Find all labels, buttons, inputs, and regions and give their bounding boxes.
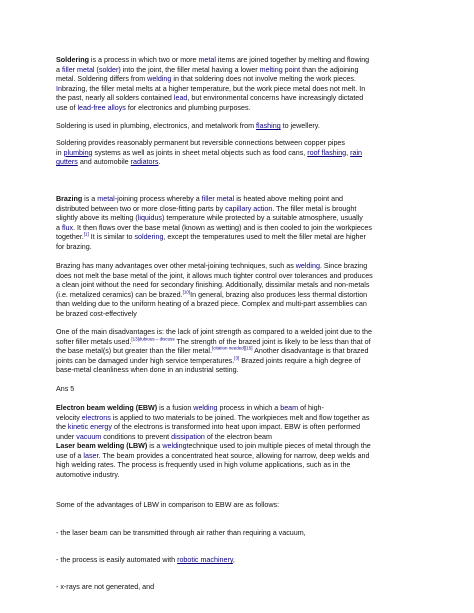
soldering-paragraph-1 [56, 56, 422, 114]
brazing-paragraph-3 [56, 328, 422, 376]
citation-marker[interactable]: [1] [83, 232, 89, 237]
link-welding[interactable]: welding [295, 262, 320, 270]
text-line: velocity electrons is applied to two materials to be joined. The workpieces melt and flow together as [56, 413, 370, 422]
advantage-item-2 [56, 556, 422, 566]
term-brazing: Brazing [56, 195, 83, 203]
link-electrons[interactable]: electrons [81, 413, 111, 422]
text-line: (i.e. metalized ceramics) can be brazed.[10]In general, brazing also produces less thermal distortion [56, 289, 368, 299]
term-lbw: Laser beam welding (LBW) [56, 442, 148, 450]
link-welding[interactable]: welding [193, 404, 218, 412]
soldering-paragraph-2 [56, 122, 422, 132]
soldering-paragraph-3 [56, 139, 422, 168]
link-beam[interactable]: beam [280, 404, 299, 412]
link-in[interactable]: In [56, 84, 62, 93]
text-line: Some of the advantages of LBW in comparison to EBW are as follows: [56, 501, 280, 509]
text-line: Laser beam welding (LBW) is a weldingtechnique used to join multiple pieces of metal through the [56, 442, 371, 450]
text-line: the kinetic energy of the electrons is transformed into heat upon impact. EBW is often performed [56, 423, 361, 432]
citation-marker[interactable]: [10] [182, 289, 191, 295]
advantage-item-1 [56, 529, 422, 539]
text-line: joints can be damaged under high service temperatures.[3] Brazed joints require a high degree of [56, 355, 361, 365]
text-line: One of the main disadvantages is: the lack of joint strength as compared to a welded joint due to the [56, 328, 372, 336]
link-flashing[interactable]: flashing [256, 122, 281, 130]
text-line: Inbrazing, the filler metal melts at a higher temperature, but the work piece metal does not melt. In [56, 84, 366, 93]
text-line: a flux. It then flows over the base metal (known as wetting) and is then cooled to join the workpieces [56, 223, 372, 232]
citation-marker[interactable]: [15] [245, 345, 253, 351]
text-line: slightly above its melting (liquidus) temperature while protected by a suitable atmosphere, usually [56, 214, 363, 223]
text-line: together.[1] It is similar to soldering, except the temperatures used to melt the filler metal are higher [56, 232, 366, 242]
text-line: in plumbing systems as well as joints in sheet metal objects such as food cans, roof flashing, rain [56, 148, 363, 157]
text-line: distributed between two or more close-fitting parts by capillary action. The filler metal is brought [56, 204, 357, 213]
text-line: - the process is easily automated with robotic machinery, [56, 556, 235, 564]
link-laser[interactable]: laser [83, 451, 99, 460]
link-metal[interactable]: metal [198, 56, 216, 64]
link-welding[interactable]: welding [162, 442, 187, 450]
answer-heading [56, 385, 422, 395]
text-line: - x-rays are not generated, and [56, 583, 155, 591]
link-rain[interactable]: rain [350, 148, 363, 157]
text-line: automotive industry. [56, 470, 120, 479]
text-line: metal. Soldering differs from welding in that soldering does not involve melting the work pieces. [56, 75, 356, 84]
text-line: softer filler metals used.$^{[13]dubious - discuss}$ The strength of the brazed joint is likely to be less than that of [56, 336, 371, 346]
text-line: Brazing has many advantages over other metal-joining techniques, such as welding. Since brazing [56, 262, 368, 270]
link-dissipation[interactable]: dissipation [171, 432, 205, 441]
link-robotic-machinery[interactable]: robotic machinery [177, 556, 233, 564]
text-line: high welding rates. The process is frequently used in high volume applications, such as in the [56, 461, 351, 470]
link-lead-free-alloys[interactable]: lead-free alloys [77, 103, 126, 112]
link-soldering[interactable]: soldering [134, 233, 164, 242]
link-welding[interactable]: welding [147, 75, 172, 84]
term-ebw: Electron beam welding (EBW) [56, 404, 158, 412]
text-line: - the laser beam can be transmitted through air rather than requiring a vacuum, [56, 529, 306, 537]
citation-marker[interactable]: [13]dubious – discuss [131, 336, 175, 342]
text-line: than welding due to the uniform heating of a brazed piece. Complex and multi-part assemblies can [56, 300, 367, 309]
link-radiators[interactable]: radiators [130, 158, 159, 167]
link-filler-metal[interactable]: filler metal [201, 195, 235, 203]
text-line: use of lead-free alloys for electronics and plumbing purposes. [56, 103, 251, 112]
text-line: the base metal(s) but greater than the filler metal.[citation needed][15] Another disadvantage is that brazed [56, 345, 369, 356]
ebw-paragraph [56, 404, 422, 442]
link-flux[interactable]: flux [61, 223, 74, 232]
link-filler-metal[interactable]: filler metal [61, 65, 95, 74]
link-kinetic-energy[interactable]: kinetic energy [67, 423, 112, 432]
text-line: Electron beam welding (EBW) is a fusion welding process in which a beam of high- [56, 404, 324, 412]
text-line: Soldering is a process in which two or more metal items are joined together by melting and flowing [56, 56, 370, 64]
link-plumbing[interactable]: plumbing [63, 148, 93, 157]
link-capillary-action[interactable]: capillary action [225, 204, 273, 213]
text-line: under vacuum conditions to prevent dissipation of the electron beam [56, 432, 272, 441]
brazing-paragraph-2 [56, 262, 422, 320]
text-line: base-metal cleanliness when done in an industrial setting. [56, 366, 239, 375]
text-line: use of a laser. The beam provides a concentrated heat source, allowing for narrow, deep welds and [56, 451, 370, 460]
link-roof-flashing[interactable]: roof flashing [307, 148, 347, 157]
text-line: Soldering provides reasonably permanent but reversible connections between copper pipes [56, 139, 345, 147]
text-line: be brazed cost-effectively [56, 309, 137, 318]
link-metal[interactable]: metal [97, 195, 115, 203]
text-line: Brazing is a metal-joining process whereby a filler metal is heated above melting point and [56, 195, 344, 203]
text-line: does not melt the base metal of the joint, it allows much tighter control over tolerances and produces [56, 271, 373, 280]
brazing-paragraph-1 [56, 195, 422, 253]
advantages-intro [56, 501, 422, 511]
text-line: for brazing. [56, 242, 92, 251]
link-melting-point[interactable]: melting point [259, 65, 301, 74]
advantage-item-3 [56, 583, 422, 593]
text-line: Soldering is used in plumbing, electronics, and metalwork from flashing to jewellery. [56, 122, 320, 130]
text-line: a clean joint without the need for secondary finishing. Additionally, dissimilar metals and non-metals [56, 281, 370, 290]
link-gutters[interactable]: gutters [56, 158, 78, 167]
text-line: the past, nearly all solders contained lead, but environmental concerns have increasingly dictated [56, 94, 364, 103]
ans-5-label: Ans 5 [56, 385, 75, 393]
lbw-paragraph [56, 442, 422, 480]
text-line: a filler metal (solder) into the joint, the filler metal having a lower melting point than the adjoining [56, 65, 359, 74]
citation-needed-marker[interactable]: [citation needed] [211, 345, 246, 351]
link-solder[interactable]: solder [98, 65, 119, 74]
term-soldering: Soldering [56, 56, 89, 64]
citation-marker[interactable]: [3] [234, 355, 240, 361]
link-lead[interactable]: lead [173, 94, 188, 103]
link-vacuum[interactable]: vacuum [76, 432, 102, 441]
link-liquidus[interactable]: liquidus [137, 214, 162, 223]
text-line: gutters and automobile radiators. [56, 158, 161, 167]
